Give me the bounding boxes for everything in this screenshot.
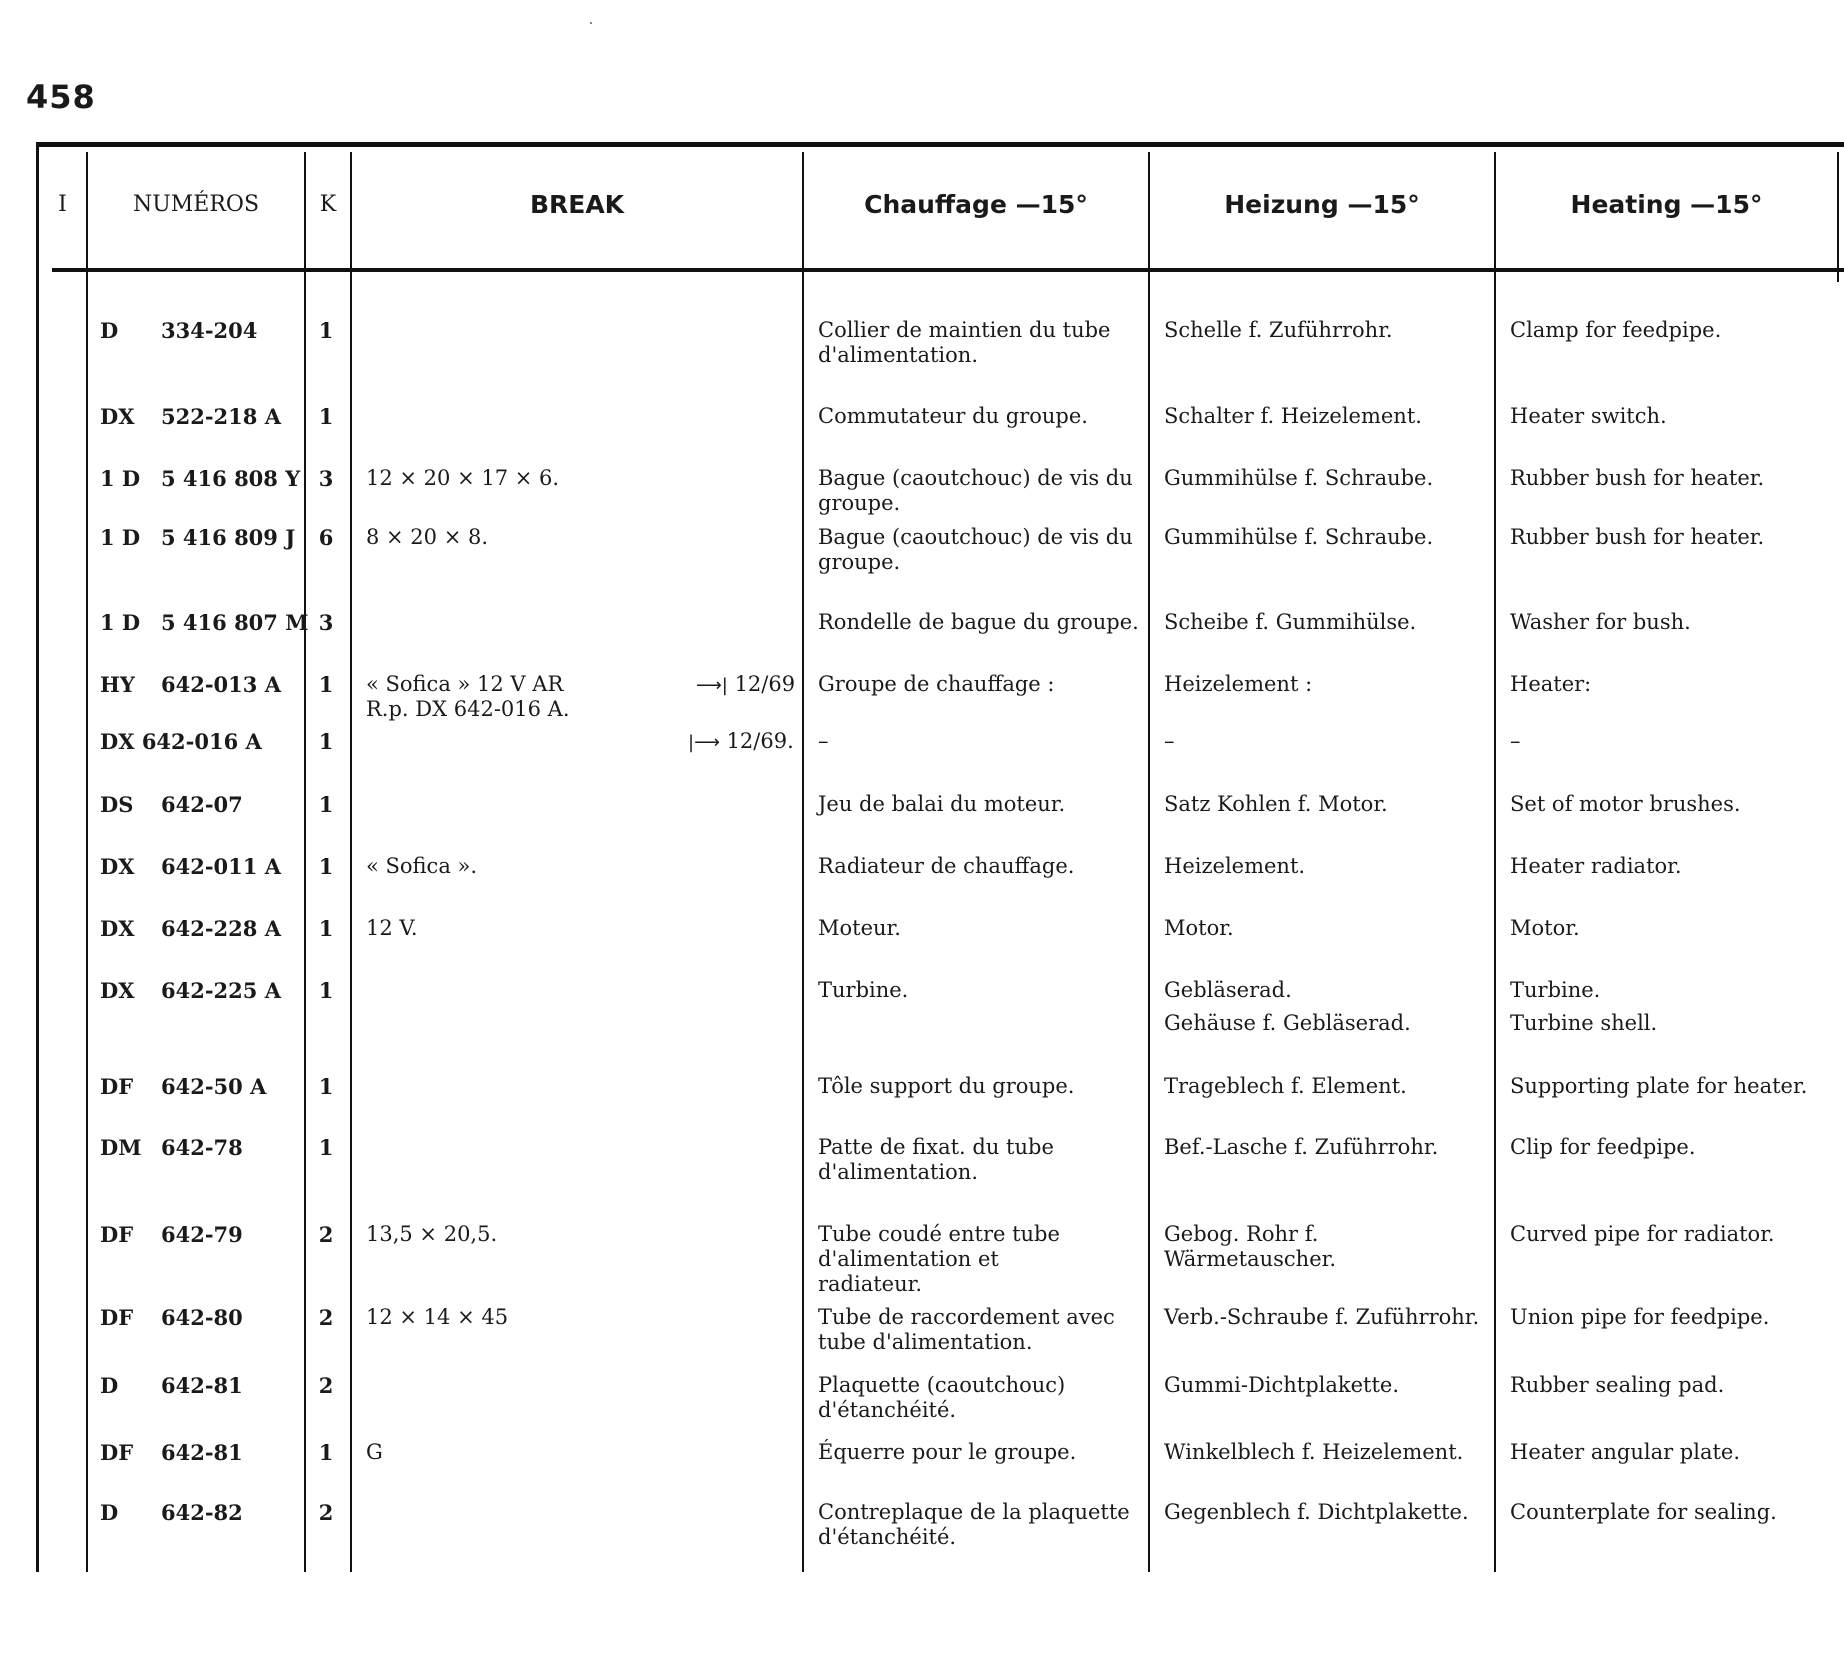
- prefix: DF: [100, 1305, 134, 1330]
- date-from: |⟶ 12/69.: [688, 729, 794, 753]
- part-number: 5 416 808 Y: [161, 466, 301, 491]
- quantity: 1: [318, 1440, 334, 1465]
- part-number: 642-011 A: [161, 854, 281, 879]
- break-spec: 12 × 14 × 45: [366, 1305, 509, 1329]
- col-divider-i: [86, 152, 88, 1572]
- quantity: 1: [318, 854, 334, 879]
- desc-fr: Collier de maintien du tube d'alimentation.: [818, 318, 1111, 367]
- prefix: DM: [100, 1135, 142, 1160]
- prefix: DX: [100, 916, 135, 941]
- quantity: 2: [318, 1305, 334, 1330]
- break-spec: G: [366, 1440, 383, 1464]
- prefix: 1 D: [100, 610, 141, 635]
- desc-en: Counterplate for sealing.: [1510, 1500, 1777, 1524]
- col-divider-de: [1494, 152, 1496, 1572]
- break-spec: 8 × 20 × 8.: [366, 525, 489, 549]
- prefix: D: [100, 318, 119, 343]
- prefix: D: [100, 1373, 119, 1398]
- date-until: ⟶| 12/69: [696, 672, 796, 696]
- header-numeros: NUMÉROS: [132, 191, 260, 217]
- desc-fr: Groupe de chauffage :: [818, 672, 1055, 696]
- quantity: 3: [318, 610, 334, 635]
- part-number: 642-50 A: [161, 1074, 267, 1099]
- quantity: 1: [318, 1074, 334, 1099]
- desc-fr: Commutateur du groupe.: [818, 404, 1088, 428]
- quantity: 2: [318, 1500, 334, 1525]
- prefix: DS: [100, 792, 134, 817]
- part-number: 5 416 809 J: [161, 525, 296, 550]
- part-number: 642-07: [161, 792, 243, 817]
- part-number: 642-81: [161, 1440, 243, 1465]
- quantity: 1: [318, 404, 334, 429]
- quantity: 1: [318, 729, 334, 754]
- desc-de: Bef.-Lasche f. Zuführrohr.: [1164, 1135, 1439, 1159]
- header-i: I: [58, 191, 67, 217]
- desc-fr: Rondelle de bague du groupe.: [818, 610, 1139, 634]
- part-number: 642-80: [161, 1305, 243, 1330]
- part-number: 522-218 A: [161, 404, 281, 429]
- desc-de: Heizelement.: [1164, 854, 1306, 878]
- desc-en: Supporting plate for heater.: [1510, 1074, 1808, 1098]
- prefix: DF: [100, 1440, 134, 1465]
- desc-en: Turbine. Turbine shell.: [1510, 978, 1658, 1035]
- desc-de: Gebog. Rohr f. Wärmetauscher.: [1164, 1222, 1337, 1271]
- desc-de: Schelle f. Zuführrohr.: [1164, 318, 1393, 342]
- desc-fr: Turbine.: [818, 978, 909, 1002]
- desc-de: Gummihülse f. Schraube.: [1164, 525, 1434, 549]
- quantity: 2: [318, 1373, 334, 1398]
- desc-fr: Plaquette (caoutchouc) d'étanchéité.: [818, 1373, 1066, 1422]
- col-divider-k: [350, 152, 352, 1572]
- desc-fr: Jeu de balai du moteur.: [818, 792, 1066, 816]
- desc-en: Motor.: [1510, 916, 1580, 940]
- desc-fr: Moteur.: [818, 916, 901, 940]
- header-break: BREAK: [529, 189, 625, 219]
- part-number: 334-204: [161, 318, 258, 343]
- part-number: 642-78: [161, 1135, 243, 1160]
- quantity: 1: [318, 978, 334, 1003]
- arrow-from-icon: |⟶: [688, 732, 720, 753]
- desc-fr: Contreplaque de la plaquette d'étanchéité.: [818, 1500, 1130, 1549]
- quantity: 3: [318, 466, 334, 491]
- break-spec: « Sofica ».: [366, 854, 478, 878]
- prefix: DX: [100, 854, 135, 879]
- quantity: 2: [318, 1222, 334, 1247]
- prefix: DX: [100, 404, 135, 429]
- desc-de: Heizelement :: [1164, 672, 1313, 696]
- prefix: DX: [100, 978, 135, 1003]
- prefix: DF: [100, 1074, 134, 1099]
- desc-fr: Radiateur de chauffage.: [818, 854, 1075, 878]
- desc-de: Schalter f. Heizelement.: [1164, 404, 1422, 428]
- part-number: DX 642-016 A: [100, 729, 262, 754]
- desc-de: Gummihülse f. Schraube.: [1164, 466, 1434, 490]
- desc-de: Verb.-Schraube f. Zuführrohr.: [1164, 1305, 1480, 1329]
- break-spec: « Sofica » 12 V AR R.p. DX 642-016 A. ⟶| 12/69: [366, 672, 796, 721]
- quantity: 1: [318, 916, 334, 941]
- desc-fr: Tôle support du groupe.: [818, 1074, 1075, 1098]
- quantity: 6: [318, 525, 334, 550]
- desc-de: Scheibe f. Gummihülse.: [1164, 610, 1417, 634]
- prefix: 1 D: [100, 525, 141, 550]
- desc-de: Gebläserad. Gehäuse f. Gebläserad.: [1164, 978, 1411, 1035]
- quantity: 1: [318, 792, 334, 817]
- part-number: 642-225 A: [161, 978, 281, 1003]
- prefix: 1 D: [100, 466, 141, 491]
- page-number: 458: [26, 78, 96, 116]
- desc-en: Rubber sealing pad.: [1510, 1373, 1725, 1397]
- col-divider-fr: [1148, 152, 1150, 1572]
- desc-en: –: [1510, 729, 1521, 753]
- quantity: 1: [318, 672, 334, 697]
- desc-de: Gummi-Dichtplakette.: [1164, 1373, 1400, 1397]
- desc-en: Heater switch.: [1510, 404, 1667, 428]
- break-spec: 12 V.: [366, 916, 418, 940]
- desc-en: Clip for feedpipe.: [1510, 1135, 1696, 1159]
- desc-en: Clamp for feedpipe.: [1510, 318, 1722, 342]
- header-fr: Chauffage —15°: [864, 189, 1088, 219]
- desc-de: Trageblech f. Element.: [1164, 1074, 1407, 1098]
- part-number: 642-81: [161, 1373, 243, 1398]
- desc-en: Washer for bush.: [1510, 610, 1691, 634]
- col-divider-en: [1837, 152, 1839, 282]
- break-spec: 12 × 20 × 17 × 6.: [366, 466, 560, 490]
- desc-de: Motor.: [1164, 916, 1234, 940]
- desc-fr: Équerre pour le groupe.: [818, 1440, 1077, 1464]
- desc-en: Rubber bush for heater.: [1510, 525, 1765, 549]
- part-number: 642-82: [161, 1500, 243, 1525]
- desc-en: Rubber bush for heater.: [1510, 466, 1765, 490]
- desc-en: Heater radiator.: [1510, 854, 1682, 878]
- part-number: 642-79: [161, 1222, 243, 1247]
- desc-en: Curved pipe for radiator.: [1510, 1222, 1775, 1246]
- header-en: Heating —15°: [1570, 189, 1763, 219]
- part-number: 642-013 A: [161, 672, 281, 697]
- arrow-until-icon: ⟶|: [696, 675, 728, 696]
- desc-de: Gegenblech f. Dichtplakette.: [1164, 1500, 1469, 1524]
- part-number: 642-228 A: [161, 916, 281, 941]
- desc-fr: Bague (caoutchouc) de vis du groupe.: [818, 466, 1133, 515]
- desc-de: Satz Kohlen f. Motor.: [1164, 792, 1388, 816]
- quantity: 1: [318, 1135, 334, 1160]
- desc-de: Winkelblech f. Heizelement.: [1164, 1440, 1464, 1464]
- desc-en: Union pipe for feedpipe.: [1510, 1305, 1770, 1329]
- header-de: Heizung —15°: [1224, 189, 1420, 219]
- break-spec: 13,5 × 20,5.: [366, 1222, 498, 1246]
- parts-table: [36, 142, 1844, 1572]
- desc-en: Heater:: [1510, 672, 1592, 696]
- desc-fr: Tube de raccordement avec tube d'alimentation.: [818, 1305, 1115, 1354]
- header-bottom-rule: [52, 268, 1844, 272]
- desc-fr: Bague (caoutchouc) de vis du groupe.: [818, 525, 1133, 574]
- scan-speck: [590, 22, 592, 24]
- desc-en: Set of motor brushes.: [1510, 792, 1741, 816]
- prefix: HY: [100, 672, 135, 697]
- header-k: K: [319, 191, 337, 217]
- quantity: 1: [318, 318, 334, 343]
- part-number: 5 416 807 M: [161, 610, 309, 635]
- prefix: D: [100, 1500, 119, 1525]
- left-border: [36, 142, 39, 1572]
- desc-fr: Tube coudé entre tube d'alimentation et radiateur.: [818, 1222, 1060, 1296]
- desc-fr: Patte de fixat. du tube d'alimentation.: [818, 1135, 1054, 1184]
- desc-fr: –: [818, 729, 829, 753]
- desc-de: –: [1164, 729, 1175, 753]
- desc-en: Heater angular plate.: [1510, 1440, 1741, 1464]
- prefix: DF: [100, 1222, 134, 1247]
